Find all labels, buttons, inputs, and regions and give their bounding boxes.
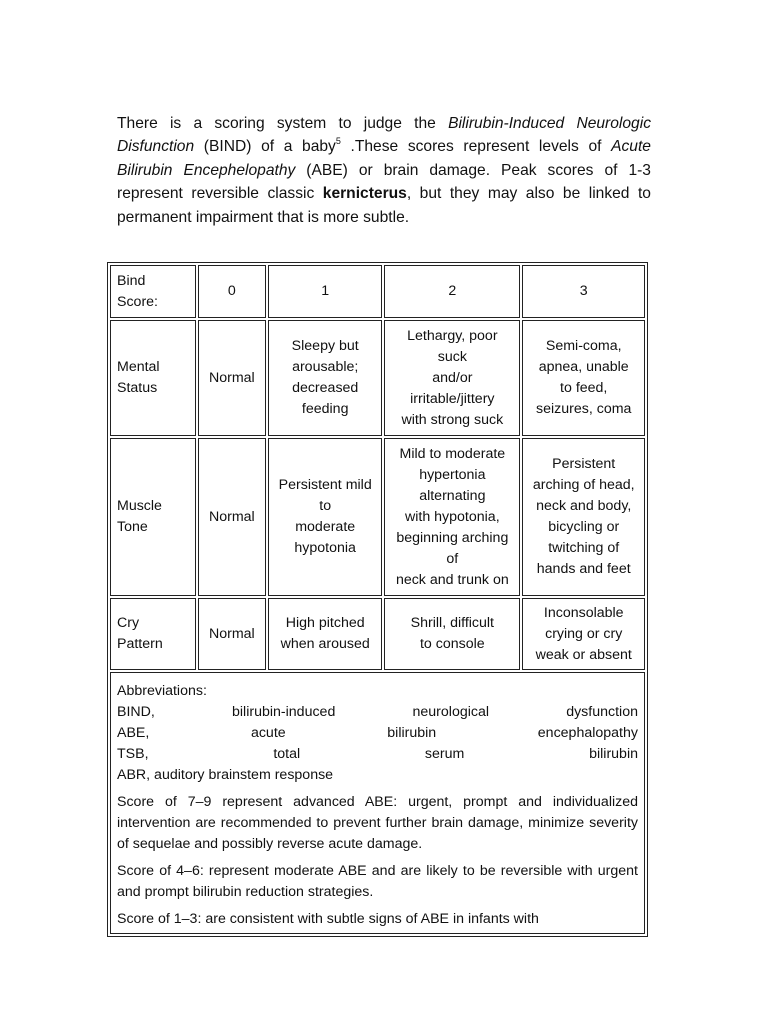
header-score-0: 0 [198,265,267,318]
row-label-muscle-tone: Muscle Tone [110,438,196,596]
intro-paragraph [117,112,651,229]
header-score-2: 2 [384,265,520,318]
table-row-cry-pattern [110,598,645,670]
cry-pattern-score-0: Normal [198,598,267,670]
abbreviation-abr: ABR, auditory brainstem response [117,767,334,783]
muscle-tone-score-1: Persistent mild to moderate hypotonia [268,438,382,596]
note-score-7-9: Score of 7–9 represent advanced ABE: urgent, prompt and individualized intervention are recommended to prevent further brain damage, minimize severity of sequelae and possibly reverse acute damage. [117,794,638,852]
intro-text-1: There is a scoring system to judge the [117,115,449,132]
muscle-tone-score-2: Mild to moderate hypertonia alternating with hypotonia, beginning arching of neck and trunk on [384,438,520,596]
intro-text-2: (BIND) of a baby [194,138,336,156]
mental-status-score-2: Lethargy, poor suck and/or irritable/jittery with strong suck [384,320,520,436]
cry-pattern-score-2: Shrill, difficult to console [384,598,520,670]
intro-bind-term: Bilirubin-Induced Neurologic Disfunction [117,115,651,156]
header-score-1: 1 [268,265,382,318]
table-row-abbreviations [110,672,645,934]
row-label-cry-pattern: Cry Pattern [110,598,196,670]
muscle-tone-score-0: Normal [198,438,267,596]
abbreviation-abe: ABE, acute bilirubin encephalopathy [117,725,638,741]
muscle-tone-score-3: Persistent arching of head, neck and body, bicycling or twitching of hands and feet [522,438,645,596]
table-row-mental-status [110,320,645,436]
note-score-4-6: Score of 4–6: represent moderate ABE and are likely to be reversible with urgent and prompt bilirubin reduction strategies. [117,863,638,900]
abbreviations-cell [110,672,645,934]
intro-abe-term: Acute Bilirubin Encephelopathy [117,138,651,179]
header-label: Bind Score: [110,265,196,318]
intro-kernicterus: kernicterus [322,185,407,203]
note-score-1-3: Score of 1–3: are consistent with subtle signs of ABE in infants with [117,911,539,927]
table-row-muscle-tone [110,438,645,596]
header-score-3: 3 [522,265,645,318]
abbreviations-title: Abbreviations: [117,683,207,699]
cry-pattern-score-1: High pitched when aroused [268,598,382,670]
footnote-ref: 5 [335,136,341,147]
abbreviation-bind: BIND, bilirubin-induced neurological dysfunction [117,704,638,720]
intro-text-3: .These scores represent levels of [340,138,612,156]
intro-text-4: (ABE) or brain damage. Peak scores of 1-3 represent reversible classic [117,161,651,203]
table-header-row [110,265,645,318]
abbreviation-tsb: TSB, total serum bilirubin [117,746,638,762]
row-label-mental-status: Mental Status [110,320,196,436]
mental-status-score-1: Sleepy but arousable; decreased feeding [268,320,382,436]
mental-status-score-3: Semi-coma, apnea, unable to feed, seizures, coma [522,320,645,436]
cry-pattern-score-3: Inconsolable crying or cry weak or absent [522,598,645,670]
bind-score-table [107,262,648,937]
mental-status-score-0: Normal [198,320,267,436]
intro-text-5: , but they may also be linked to permanent impairment that is more subtle. [117,185,651,226]
